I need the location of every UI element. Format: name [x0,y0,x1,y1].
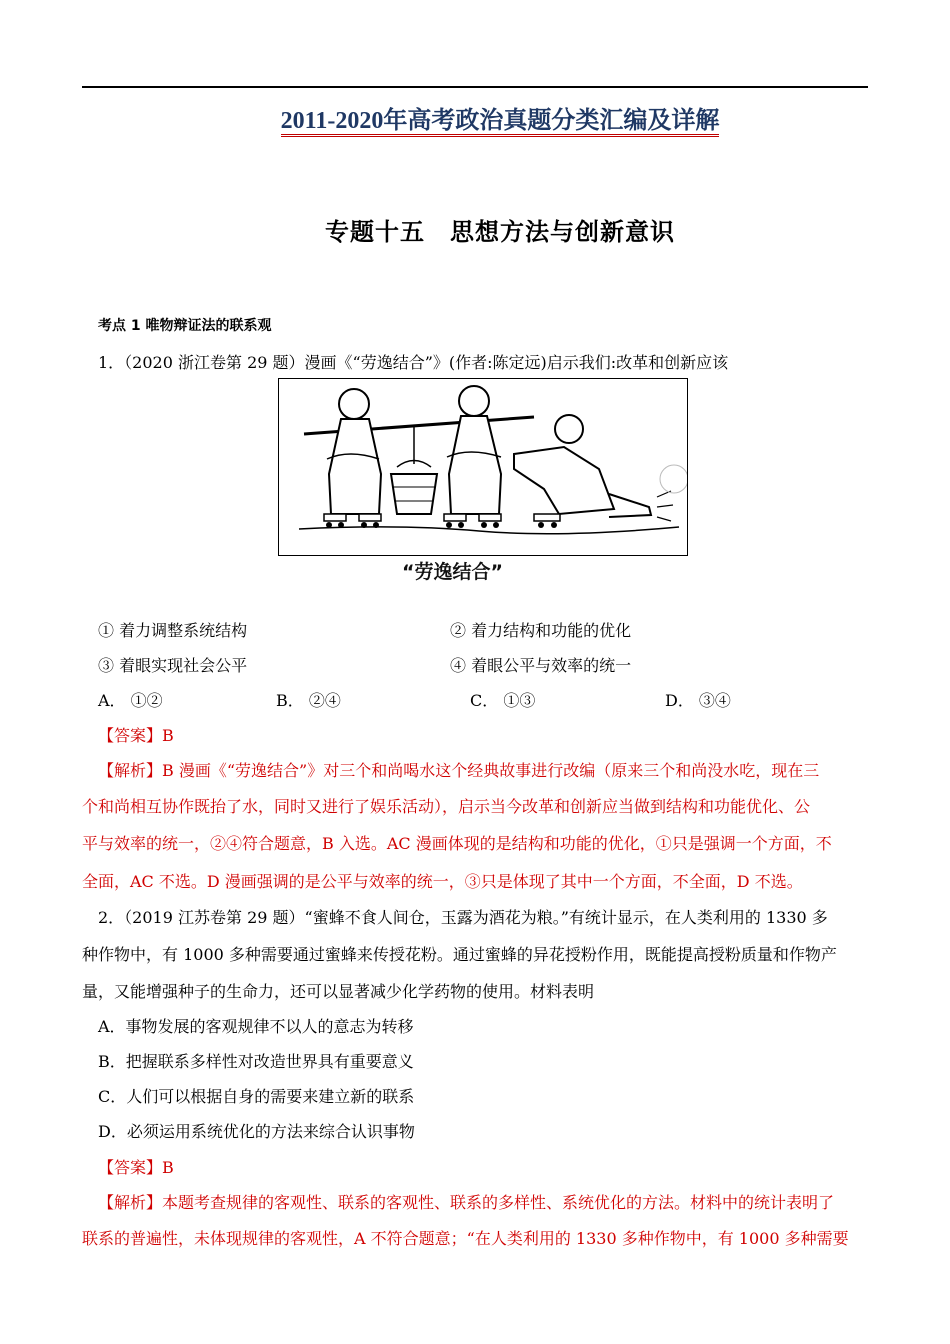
figure-caption: “劳逸结合” [402,561,503,583]
q1-option-4: ④ 着眼公平与效率的统一 [450,656,632,675]
q2-choice-a: A．事物发展的客观规律不以人的意志为转移 [98,1017,414,1036]
q2-choice-c: C．人们可以根据自身的需要来建立新的联系 [98,1087,415,1106]
q2-analysis-line: 联系的普遍性，未体现规律的客观性，A 不符合题意；“在人类利用的 1330 多种作物中，有 1000 多种需要 [82,1229,849,1248]
q1-analysis-line: 个和尚相互协作既抬了水，同时又进行了娱乐活动），启示当今改革和创新应当做到结构和功能优化、公 [82,797,811,816]
q1-stem: 1．（2020 浙江卷第 29 题）漫画《“劳逸结合”》(作者:陈定远)启示我们:改革和创新应该 [98,353,729,372]
cartoon-figure [278,378,688,556]
q1-option-1: ① 着力调整系统结构 [98,621,248,640]
q1-option-3: ③ 着眼实现社会公平 [98,656,248,675]
q1-choice-d: D． ③④ [665,691,731,710]
q2-stem-line: 量，又能增强种子的生命力，还可以显著减少化学药物的使用。材料表明 [82,982,595,1001]
q2-choice-d: D．必须运用系统优化的方法来综合认识事物 [98,1122,415,1141]
q2-stem-line: 种作物中，有 1000 多种需要通过蜜蜂来传授花粉。通过蜜蜂的异花授粉作用，既能提高授粉质量和作物产 [82,945,837,964]
q1-analysis-line: 平与效率的统一，②④符合题意，B 入选。AC 漫画体现的是结构和功能的优化，①只是强调一个方面，不 [82,834,832,853]
cartoon-illustration [279,379,687,555]
q1-choice-b: B． ②④ [276,691,341,710]
q1-option-2: ② 着力结构和功能的优化 [450,621,632,640]
q1-analysis-line: 【解析】B 漫画《“劳逸结合”》对三个和尚喝水这个经典故事进行改编（原来三个和尚没水吃，现在三 [98,761,820,780]
topic-heading: 考点 1 唯物辩证法的联系观 [98,318,272,334]
header-rule [82,86,868,88]
q1-choice-a: A． ①② [98,691,163,710]
document-title: 2011-2020年高考政治真题分类汇编及详解 [0,100,950,135]
q2-choice-b: B．把握联系多样性对改造世界具有重要意义 [98,1052,414,1071]
q1-choice-c: C． ①③ [470,691,536,710]
q2-stem-line: 2．（2019 江苏卷第 29 题）“蜜蜂不食人间仓，玉露为酒花为粮。”有统计显示，在人类利用的 1330 多 [98,908,828,927]
q1-analysis-line: 全面，AC 不选。D 漫画强调的是公平与效率的统一，③只是体现了其中一个方面，不全面，D 不选。 [82,872,803,891]
section-title: 专题十五 思想方法与创新意识 [325,218,675,246]
q1-answer: 【答案】B [98,726,174,745]
q2-answer: 【答案】B [98,1158,174,1177]
q2-analysis-line: 【解析】本题考查规律的客观性、联系的客观性、联系的多样性、系统优化的方法。材料中的统计表明了 [98,1193,835,1212]
